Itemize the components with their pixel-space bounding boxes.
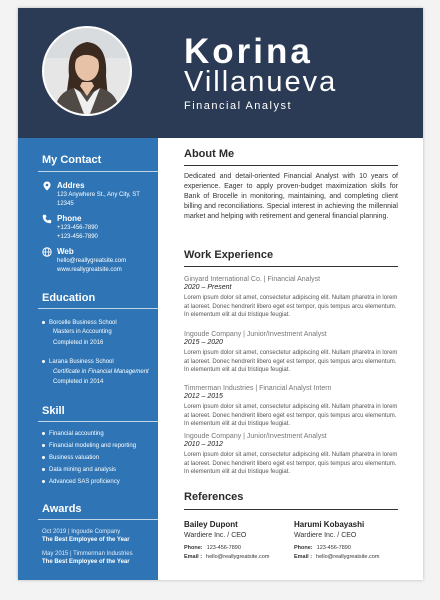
job-dates: 2020 – Present <box>184 284 232 291</box>
address-line-1: 123 Anywhere St., Any City, ST <box>57 192 140 198</box>
phone-value: 123-456-7890 <box>206 545 241 551</box>
about-text: Dedicated and detail-oriented Financial Analyst with 10 years of experience. Eager to apply proven-budget maximization skills for Bank of Brocelle in monitoring, maintaining, and completing client billing and reconciliations. Special interest in achieving the millennial market and helping with retirement and general financial planning. <box>184 173 398 220</box>
email-value[interactable]: hello@reallygreatsite.com <box>206 554 270 560</box>
job-dates: 2012 – 2015 <box>184 393 223 400</box>
reference-role: Wardiere Inc. / CEO <box>294 532 357 539</box>
reference-email <box>184 554 269 560</box>
education-divider <box>38 308 158 309</box>
globe-icon <box>42 247 52 257</box>
job-description: Lorem ipsum dolor sit amet, consectetur adipiscing elit. Nullam pharetra in lorem at laoreet. Donec hendrerit libero eget est tempor, quis tempus arcu elementum. In elementum elit at dui tristique feugiat. <box>184 350 398 373</box>
profile-photo <box>42 26 132 116</box>
education-degree: Certificate in Financial Management <box>53 369 149 375</box>
job-company: Ginyard International Co. | Financial Analyst <box>184 276 321 283</box>
email-address[interactable]: hello@reallygreatsite.com <box>57 258 127 264</box>
header-banner <box>18 8 423 138</box>
reference-name: Bailey Dupont <box>184 520 238 529</box>
email-key: Email : <box>184 554 203 560</box>
skill-item <box>42 467 116 473</box>
skill-label: Business valuation <box>49 455 100 461</box>
skill-item <box>42 443 136 449</box>
skill-item <box>42 479 120 485</box>
skill-item <box>42 431 104 437</box>
bullet-icon <box>42 480 45 483</box>
phone-label: Phone <box>57 214 82 223</box>
job-dates: 2015 – 2020 <box>184 339 223 346</box>
school-name: Borcelle Business School <box>49 320 117 326</box>
phone-value: 123-456-7890 <box>316 545 351 551</box>
bullet-icon <box>42 432 45 435</box>
bullet-icon <box>42 360 45 363</box>
address-line-2: 12345 <box>57 201 74 207</box>
job-description: Lorem ipsum dolor sit amet, consectetur adipiscing elit. Nullam pharetra in lorem at laoreet. Donec hendrerit libero eget est tempor, quis tempus arcu elementum. In elementum elit at dui tristique feugiat. <box>184 404 398 427</box>
first-name: Korina <box>184 32 313 71</box>
job-company: Ingoude Company | Junior/Investment Analyst <box>184 433 327 440</box>
job-company: Ingoude Company | Junior/Investment Analyst <box>184 331 327 338</box>
reference-role: Wardiere Inc. / CEO <box>184 532 247 539</box>
profile-portrait-image <box>44 28 130 114</box>
bullet-icon <box>42 456 45 459</box>
phone-number-2: +123-456-7890 <box>57 234 98 240</box>
skill-label: Advanced SAS proficiency <box>49 479 120 485</box>
education-year: Completed in 2014 <box>53 379 104 385</box>
sidebar <box>18 138 158 580</box>
education-school <box>42 319 117 328</box>
location-pin-icon <box>42 181 52 191</box>
award-date: May 2015 | Timmerman Industries <box>42 551 133 557</box>
job-description: Lorem ipsum dolor sit amet, consectetur adipiscing elit. Nullam pharetra in lorem at laoreet. Donec hendrerit libero eget est tempor, quis tempus arcu elementum. In elementum elit at dui tristique feugiat. <box>184 452 398 475</box>
job-dates: 2010 – 2012 <box>184 441 223 448</box>
website-url[interactable]: www.reallygreatsite.com <box>57 267 122 273</box>
reference-phone <box>184 545 241 551</box>
contact-heading: My Contact <box>42 154 102 166</box>
work-heading: Work Experience <box>184 249 274 261</box>
skill-label: Data mining and analysis <box>49 467 117 473</box>
work-divider <box>184 266 398 267</box>
school-name: Larana Business School <box>49 359 114 365</box>
phone-number-1: +123-456-7890 <box>57 225 98 231</box>
phone-key: Phone: <box>294 545 313 551</box>
phone-key: Phone: <box>184 545 203 551</box>
job-description: Lorem ipsum dolor sit amet, consectetur adipiscing elit. Nullam pharetra in lorem at laoreet. Donec hendrerit libero eget est tempor, quis tempus arcu elementum. In elementum elit at dui tristique feugiat. <box>184 295 398 318</box>
bullet-icon <box>42 444 45 447</box>
last-name: Villanueva <box>184 66 338 98</box>
skills-heading: Skill <box>42 405 65 417</box>
education-year: Completed in 2016 <box>53 340 104 346</box>
job-company: Timmerman Industries | Financial Analyst Intern <box>184 385 332 392</box>
email-value[interactable]: hello@reallygreatsite.com <box>316 554 380 560</box>
address-label: Addres <box>57 181 85 190</box>
reference-email <box>294 554 379 560</box>
references-heading: References <box>184 491 244 503</box>
about-divider <box>184 165 398 166</box>
bullet-icon <box>42 468 45 471</box>
email-key: Email : <box>294 554 313 560</box>
job-title: Financial Analyst <box>184 100 293 112</box>
reference-phone <box>294 545 351 551</box>
awards-heading: Awards <box>42 503 82 515</box>
skill-label: Financial accounting <box>49 431 104 437</box>
skill-item <box>42 455 99 461</box>
award-date: Oct 2019 | Ingoude Company <box>42 529 121 535</box>
education-school <box>42 358 114 367</box>
contact-divider <box>38 171 158 172</box>
web-label: Web <box>57 247 74 256</box>
award-title: The Best Employee of the Year <box>42 537 130 543</box>
references-divider <box>184 509 398 510</box>
skill-label: Financial modeling and reporting <box>49 443 137 449</box>
reference-name: Harumi Kobayashi <box>294 520 365 529</box>
awards-divider <box>38 519 158 520</box>
education-heading: Education <box>42 292 96 304</box>
award-title: The Best Employee of the Year <box>42 559 130 565</box>
resume-page <box>18 8 423 580</box>
about-heading: About Me <box>184 148 235 160</box>
bullet-icon <box>42 321 45 324</box>
education-degree: Masters in Accounting <box>53 329 112 335</box>
phone-icon <box>42 214 52 224</box>
skills-divider <box>38 421 158 422</box>
